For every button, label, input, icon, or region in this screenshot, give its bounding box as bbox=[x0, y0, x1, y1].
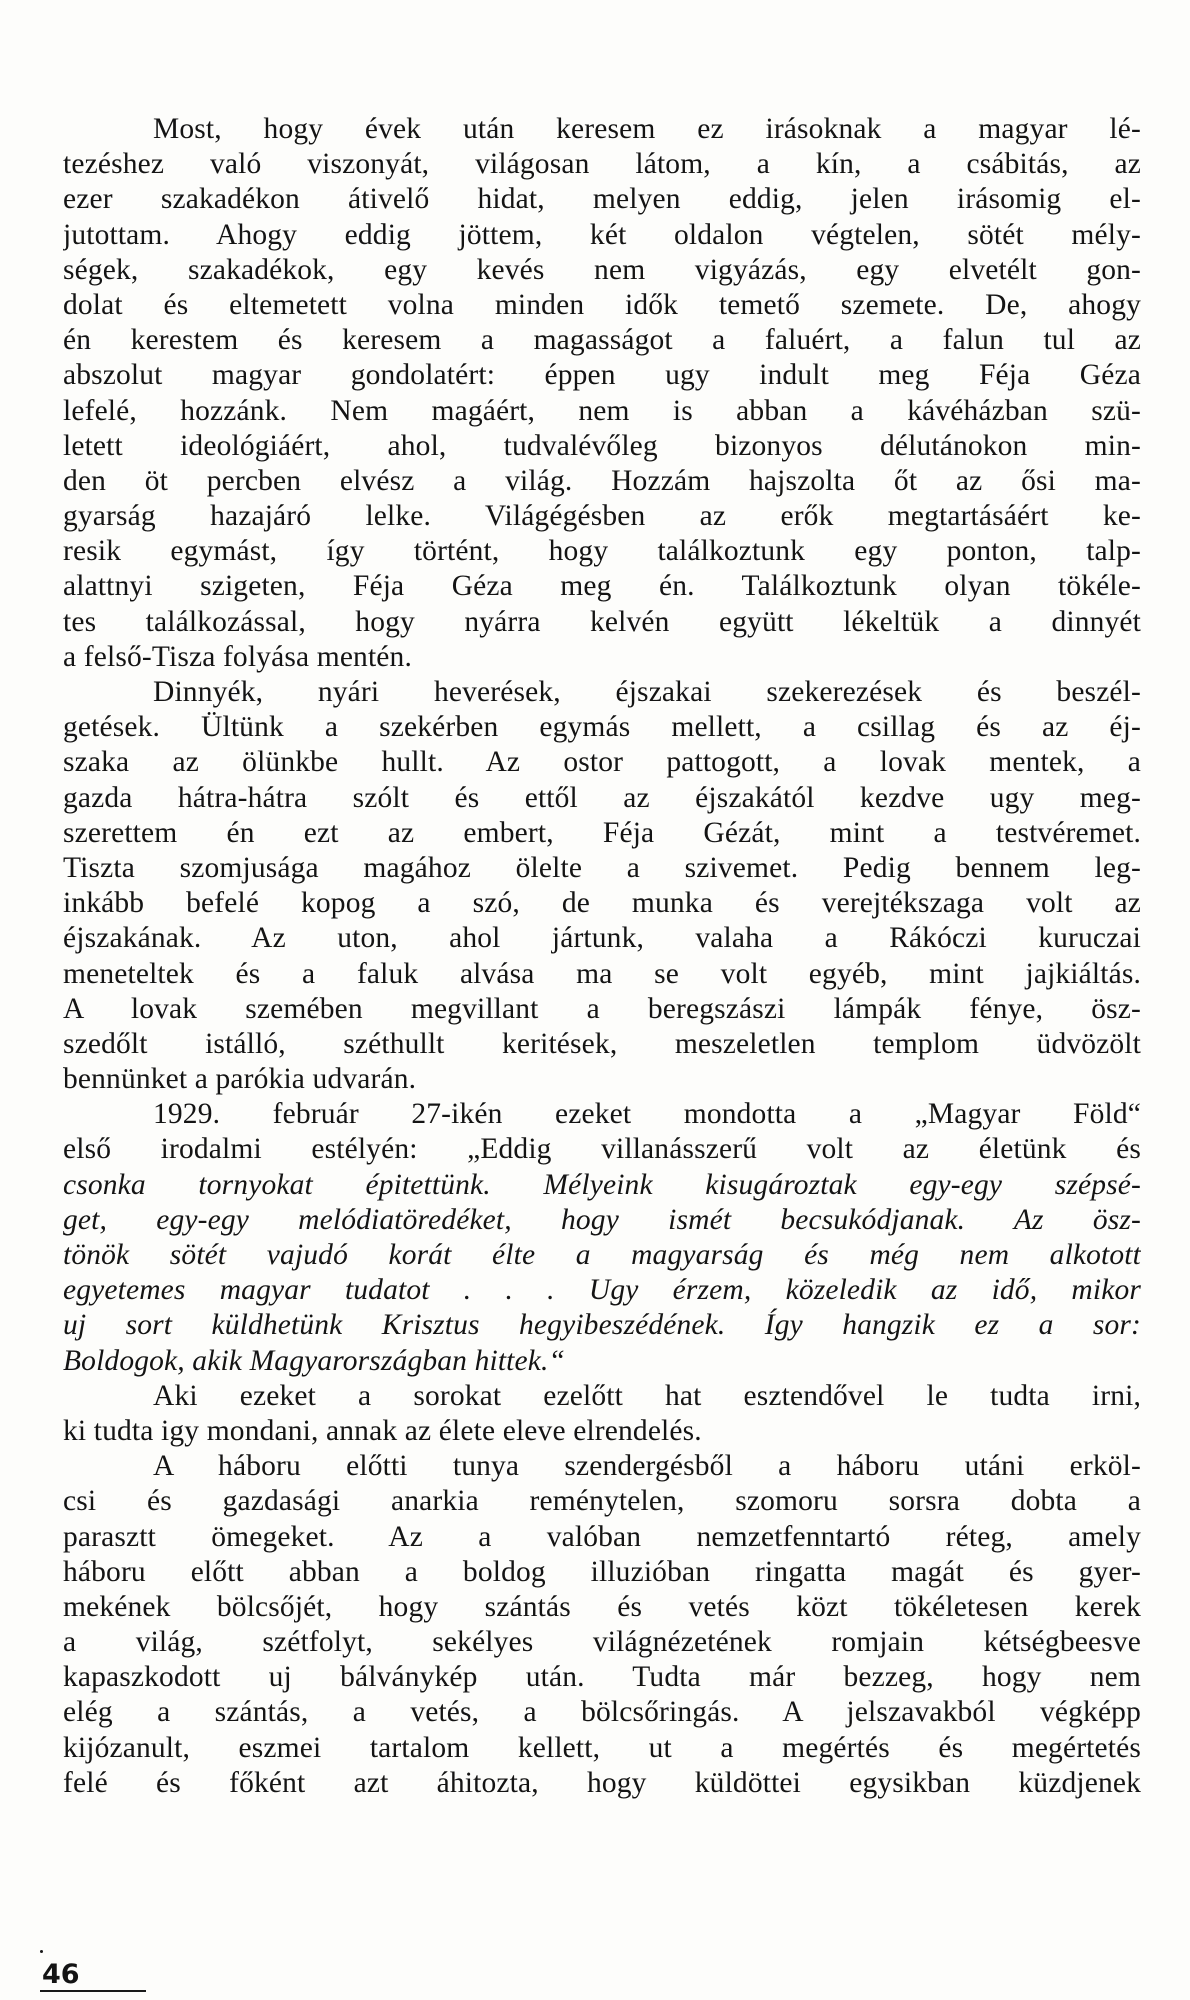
text-line: den öt percben elvész a világ. Hozzám hajszolta őt az ősi ma- bbox=[63, 464, 1141, 497]
text-line: abszolut magyar gondolatért: éppen ugy indult meg Féja Géza bbox=[63, 359, 1141, 392]
text-line: a felső-Tisza folyása mentén. bbox=[63, 640, 412, 673]
text-line: szaka az ölünkbe hullt. Az ostor pattogott, a lovak mentek, a bbox=[63, 746, 1141, 779]
text-line: jutottam. Ahogy eddig jöttem, két oldalon végtelen, sötét mély- bbox=[63, 218, 1141, 251]
text-line: dolat és eltemetett volna minden idők temető szemete. De, ahogy bbox=[63, 288, 1141, 321]
text-line: szedőlt istálló, széthullt keritések, meszeletlen templom üdvözölt bbox=[63, 1027, 1141, 1060]
text-line: bennünket a parókia udvarán. bbox=[63, 1063, 417, 1096]
text-line: tes találkozással, hogy nyárra kelvén együtt lékeltük a dinnyét bbox=[63, 605, 1141, 638]
text-line: a világ, szétfolyt, sekélyes világnézetének romjain kétségbeesve bbox=[63, 1626, 1141, 1659]
text-line: Most, hogy évek után keresem ez irásoknak a magyar lé- bbox=[153, 113, 1141, 145]
page-number-rule bbox=[40, 1990, 146, 1992]
text-line: első irodalmi estélyén: „Eddig villanásszerű volt az életünk és bbox=[63, 1133, 1141, 1166]
text-line: 1929. február 27-ikén ezeket mondotta a „Magyar Föld“ bbox=[153, 1098, 1141, 1131]
text-line: tönök sötét vajudó korát élte a magyarság és még nem alkotott bbox=[63, 1239, 1141, 1271]
text-line: elég a szántás, a vetés, a bölcsőringás. A jelszavakból végképp bbox=[63, 1696, 1141, 1729]
text-line: ségek, szakadékok, egy kevés nem vigyázás, egy elvetélt gon- bbox=[63, 253, 1141, 286]
text-line: Boldogok, akik Magyarországban hittek.“ bbox=[63, 1344, 566, 1377]
text-line: ezer szakadékon átivelő hidat, melyen eddig, jelen irásomig el- bbox=[63, 183, 1141, 216]
text-line: A lovak szemében megvillant a beregszászi lámpák fénye, ösz- bbox=[63, 992, 1141, 1025]
text-line: Tiszta szomjusága magához ölelte a szivemet. Pedig bennem leg- bbox=[63, 851, 1141, 884]
text-line: éjszakának. Az uton, ahol jártunk, valaha a Rákóczi kuruczai bbox=[63, 922, 1141, 955]
text-line: egyetemes magyar tudatot . . . Ugy érzem, közeledik az idő, mikor bbox=[63, 1274, 1141, 1307]
printer-mark bbox=[40, 1950, 43, 1953]
text-line: kijózanult, eszmei tartalom kellett, ut a megértés és megértetés bbox=[63, 1731, 1141, 1764]
text-line: csonka tornyokat épitettünk. Mélyeink kisugároztak egy-egy szépsé- bbox=[63, 1168, 1141, 1201]
text-line: háboru előtt abban a boldog illuzióban ringatta magát és gyer- bbox=[63, 1555, 1141, 1588]
text-line: parasztt ömegeket. Az a valóban nemzetfenntartó réteg, amely bbox=[63, 1520, 1141, 1553]
text-line: ki tudta igy mondani, annak az élete eleve elrendelés. bbox=[63, 1414, 702, 1447]
text-line: lefelé, hozzánk. Nem magáért, nem is abban a kávéházban szü- bbox=[63, 394, 1141, 427]
text-line: resik egymást, így történt, hogy találkoztunk egy ponton, talp- bbox=[63, 535, 1141, 568]
text-line: alattnyi szigeten, Féja Géza meg én. Találkoztunk olyan tökéle- bbox=[63, 570, 1141, 603]
text-line: én kerestem és keresem a magasságot a faluért, a falun tul az bbox=[63, 324, 1141, 357]
text-line: kapaszkodott uj bálványkép után. Tudta már bezzeg, hogy nem bbox=[63, 1661, 1141, 1694]
text-line: gazda hátra-hátra szólt és ettől az éjszakától kezdve ugy meg- bbox=[63, 781, 1141, 814]
text-line: getések. Ültünk a szekérben egymás mellett, a csillag és az éj- bbox=[63, 711, 1141, 744]
text-line: uj sort küldhetünk Krisztus hegyibeszédének. Így hangzik ez a sor: bbox=[63, 1309, 1141, 1342]
text-line: felé és főként azt áhitozta, hogy küldöttei egysikban küzdjenek bbox=[63, 1766, 1141, 1799]
text-line: gyarság hazajáró lelke. Világégésben az erők megtartásáért ke- bbox=[63, 500, 1141, 533]
text-line: csi és gazdasági anarkia reménytelen, szomoru sorsra dobta a bbox=[63, 1485, 1141, 1518]
text-line: mekének bölcsőjét, hogy szántás és vetés közt tökéletesen kerek bbox=[63, 1590, 1141, 1623]
text-line: inkább befelé kopog a szó, de munka és verejtékszaga volt az bbox=[63, 887, 1141, 920]
text-line: get, egy-egy melódiatöredéket, hogy ismét becsukódjanak. Az ösz- bbox=[63, 1203, 1141, 1236]
page-number: 46 bbox=[42, 1959, 80, 1990]
text-line: Dinnyék, nyári heverések, éjszakai szekerezések és beszél- bbox=[153, 676, 1141, 708]
text-line: tezéshez való viszonyát, világosan látom, a kín, a csábitás, az bbox=[63, 148, 1141, 181]
text-line: Aki ezeket a sorokat ezelőtt hat esztendővel le tudta irni, bbox=[153, 1379, 1141, 1412]
text-line: A háboru előtti tunya szendergésből a háboru utáni erköl- bbox=[153, 1450, 1141, 1483]
text-line: meneteltek és a faluk alvása ma se volt egyéb, mint jajkiáltás. bbox=[63, 957, 1141, 990]
text-line: szerettem én ezt az embert, Féja Gézát, mint a testvéremet. bbox=[63, 816, 1141, 849]
text-line: letett ideológiáért, ahol, tudvalévőleg bizonyos délutánokon min- bbox=[63, 429, 1141, 462]
body-text bbox=[63, 112, 1141, 1801]
